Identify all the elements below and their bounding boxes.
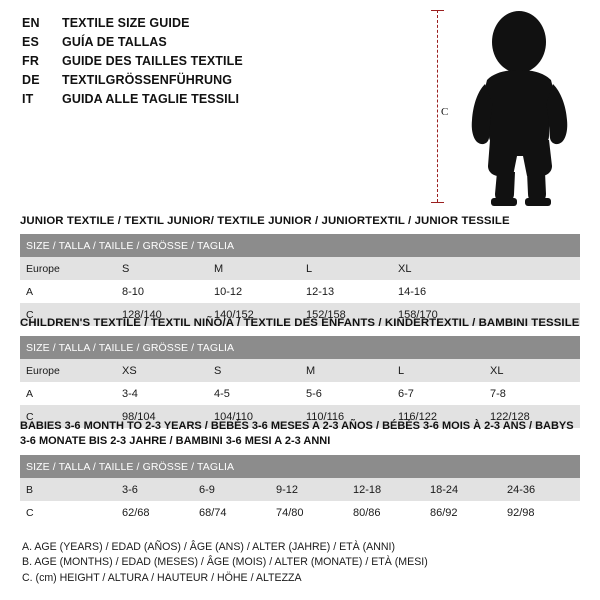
children-col-xs: XS <box>116 359 208 382</box>
language-code-fr: FR <box>22 54 40 68</box>
table-row <box>20 234 580 257</box>
babies-b-2: 6-9 <box>193 478 270 501</box>
junior-a-xl: 14-16 <box>392 280 484 303</box>
section-babies-title: BABIES 3-6 MONTH TO 2-3 YEARS / BEBÉS 3-6 MESES A 2-3 AÑOS / BÉBÉS 3-6 MOIS À 2-3 ANS / BABYS 3-6 MONATE BIS 2-3 JAHRE / BAMBINI 3-6 MESI A 2-3 ANNI <box>20 420 574 447</box>
babies-c-4: 80/86 <box>347 501 424 524</box>
children-a-m: 5-6 <box>300 382 392 405</box>
language-text-it: GUIDA ALLE TAGLIE TESSILI <box>62 92 240 106</box>
junior-col-l: L <box>300 257 392 280</box>
children-c-s: 104/110 <box>208 405 300 428</box>
babies-size-table <box>20 455 580 524</box>
table-row <box>20 382 580 405</box>
language-code-de: DE <box>22 73 40 87</box>
table-row <box>20 280 580 303</box>
children-c-xs: 98/104 <box>116 405 208 428</box>
babies-header-label: SIZE / TALLA / TAILLE / GRÖSSE / TAGLIA <box>20 455 580 478</box>
table-row <box>20 359 580 382</box>
junior-c-s: 128/140 <box>116 303 208 326</box>
babies-b-3: 9-12 <box>270 478 347 501</box>
junior-a-l: 12-13 <box>300 280 392 303</box>
junior-row-c-label: C <box>20 303 116 326</box>
babies-b-6: 24-36 <box>501 478 580 501</box>
babies-c-6: 92/98 <box>501 501 580 524</box>
children-col-l: L <box>392 359 484 382</box>
junior-c-m: 140/152 <box>208 303 300 326</box>
children-c-xl: 122/128 <box>484 405 580 428</box>
language-text-es: GUÍA DE TALLAS <box>62 35 167 49</box>
babies-c-3: 74/80 <box>270 501 347 524</box>
junior-a-m: 10-12 <box>208 280 300 303</box>
children-c-m: 110/116 <box>300 405 392 428</box>
junior-size-table <box>20 234 580 326</box>
height-measure-cap-top <box>431 10 444 11</box>
babies-row-b-label: B <box>20 478 116 501</box>
children-a-xl: 7-8 <box>484 382 580 405</box>
height-measure-line <box>437 10 438 202</box>
junior-col-empty <box>484 257 580 280</box>
height-measure-label: C <box>441 106 449 118</box>
babies-b-5: 18-24 <box>424 478 501 501</box>
height-figure <box>427 6 592 206</box>
junior-c-xl: 158/170 <box>392 303 484 326</box>
language-text-de: TEXTILGRÖSSENFÜHRUNG <box>62 73 233 87</box>
table-row <box>20 336 580 359</box>
children-a-s: 4-5 <box>208 382 300 405</box>
babies-c-5: 86/92 <box>424 501 501 524</box>
children-col-s: S <box>208 359 300 382</box>
table-row <box>20 478 580 501</box>
section-children <box>20 317 580 428</box>
junior-row-europe-label: Europe <box>20 257 116 280</box>
children-row-europe-label: Europe <box>20 359 116 382</box>
language-row-es <box>22 33 442 52</box>
junior-header-label: SIZE / TALLA / TAILLE / GRÖSSE / TAGLIA <box>20 234 580 257</box>
children-row-c-label: C <box>20 405 116 428</box>
legend-line-b: B. AGE (MONTHS) / EDAD (MESES) / ÂGE (MOIS) / ALTER (MONATE) / ETÀ (MESI) <box>22 556 428 568</box>
children-c-l: 116/122 <box>392 405 484 428</box>
language-row-fr <box>22 52 442 71</box>
babies-c-2: 68/74 <box>193 501 270 524</box>
legend <box>22 540 428 587</box>
babies-b-4: 12-18 <box>347 478 424 501</box>
children-a-xs: 3-4 <box>116 382 208 405</box>
children-header-label: SIZE / TALLA / TAILLE / GRÖSSE / TAGLIA <box>20 336 580 359</box>
junior-col-s: S <box>116 257 208 280</box>
section-junior-title: JUNIOR TEXTILE / TEXTIL JUNIOR/ TEXTILE JUNIOR / JUNIORTEXTIL / JUNIOR TESSILE <box>20 215 510 227</box>
section-children-title: CHILDREN'S TEXTILE / TEXTIL NIÑO/A / TEXTILE DES ENFANTS / KINDERTEXTIL / BAMBINI TESSILE <box>20 317 580 329</box>
junior-a-s: 8-10 <box>116 280 208 303</box>
children-size-table <box>20 336 580 428</box>
table-row <box>20 257 580 280</box>
babies-c-1: 62/68 <box>116 501 193 524</box>
toddler-silhouette-icon <box>457 8 587 208</box>
junior-c-l: 152/158 <box>300 303 392 326</box>
babies-row-c-label: C <box>20 501 116 524</box>
language-code-es: ES <box>22 35 40 49</box>
junior-row-a-label: A <box>20 280 116 303</box>
section-junior <box>20 215 580 326</box>
language-row-en <box>22 14 442 33</box>
language-row-it <box>22 90 442 109</box>
table-row <box>20 455 580 478</box>
junior-a-empty <box>484 280 580 303</box>
table-row <box>20 501 580 524</box>
language-header <box>22 14 442 109</box>
language-text-en: TEXTILE SIZE GUIDE <box>62 16 190 30</box>
children-col-m: M <box>300 359 392 382</box>
section-babies <box>20 419 580 524</box>
children-col-xl: XL <box>484 359 580 382</box>
babies-b-1: 3-6 <box>116 478 193 501</box>
legend-line-a: A. AGE (YEARS) / EDAD (AÑOS) / ÂGE (ANS) / ALTER (JAHRE) / ETÀ (ANNI) <box>22 540 395 553</box>
language-row-de <box>22 71 442 90</box>
junior-col-xl: XL <box>392 257 484 280</box>
children-row-a-label: A <box>20 382 116 405</box>
junior-col-m: M <box>208 257 300 280</box>
children-a-l: 6-7 <box>392 382 484 405</box>
height-measure-cap-bottom <box>431 202 444 203</box>
language-code-it: IT <box>22 92 34 106</box>
legend-line-c: C. (cm) HEIGHT / ALTURA / HAUTEUR / HÖHE / ALTEZZA <box>22 571 302 584</box>
language-text-fr: GUIDE DES TAILLES TEXTILE <box>62 54 243 68</box>
language-code-en: EN <box>22 16 40 30</box>
